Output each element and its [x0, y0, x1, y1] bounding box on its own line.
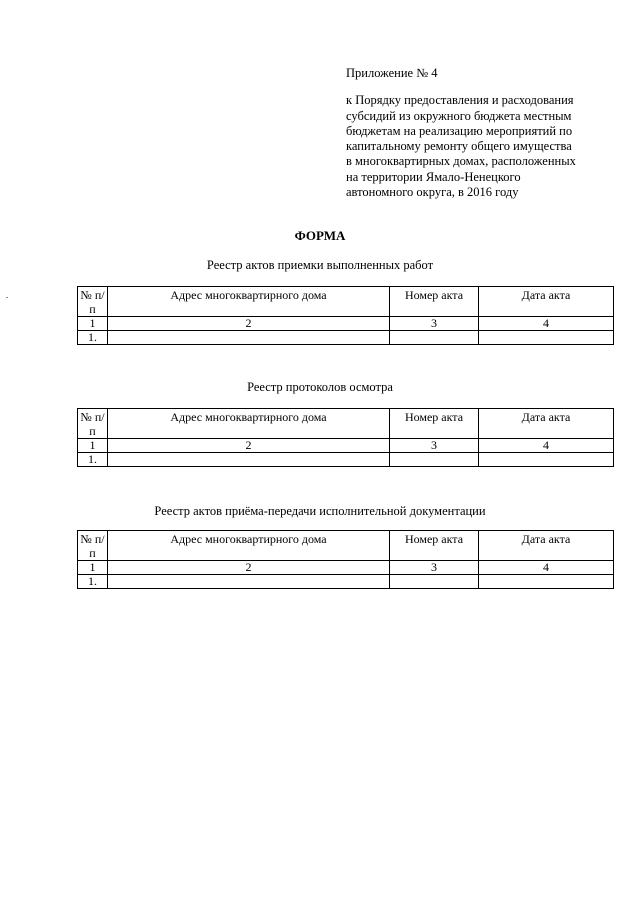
column-number-row [78, 439, 614, 453]
register-2-table [77, 408, 614, 467]
column-number: 1 [78, 561, 108, 575]
form-title: ФОРМА [294, 228, 346, 243]
row-cell [390, 453, 479, 467]
column-number: 3 [390, 561, 479, 575]
row-cell [108, 575, 390, 589]
column-number-row [78, 317, 614, 331]
header-cell-act-date: Дата акта [479, 409, 614, 439]
header-cell-act-number: Номер акта [390, 531, 479, 561]
register-1-title: Реестр актов приемки выполненных работ [206, 258, 434, 272]
header-cell-number: № п/п [78, 409, 108, 439]
column-number: 3 [390, 439, 479, 453]
row-index: 1. [78, 575, 108, 589]
header-cell-address: Адрес многоквартирного дома [108, 531, 390, 561]
appendix-header [346, 66, 616, 200]
register-1-table [77, 286, 614, 345]
row-cell [390, 331, 479, 345]
column-number: 4 [479, 561, 614, 575]
column-number: 1 [78, 439, 108, 453]
column-number: 2 [108, 561, 390, 575]
header-cell-act-date: Дата акта [479, 531, 614, 561]
header-cell-address: Адрес многоквартирного дома [108, 287, 390, 317]
table-header-row [78, 409, 614, 439]
table-row [78, 453, 614, 467]
table-header-row [78, 287, 614, 317]
row-cell [108, 453, 390, 467]
column-number-row [78, 561, 614, 575]
table-header-row [78, 531, 614, 561]
scan-mark [6, 297, 8, 298]
row-cell [108, 331, 390, 345]
header-cell-act-number: Номер акта [390, 409, 479, 439]
header-cell-act-date: Дата акта [479, 287, 614, 317]
column-number: 4 [479, 439, 614, 453]
row-index: 1. [78, 331, 108, 345]
column-number: 4 [479, 317, 614, 331]
row-cell [479, 453, 614, 467]
register-2-title: Реестр протоколов осмотра [247, 380, 393, 394]
appendix-title: Приложение № 4 [346, 66, 438, 80]
row-index: 1. [78, 453, 108, 467]
register-3-table [77, 530, 614, 589]
register-3-title: Реестр актов приёма-передачи исполнительной документации [154, 504, 486, 518]
header-cell-address: Адрес многоквартирного дома [108, 409, 390, 439]
column-number: 2 [108, 317, 390, 331]
row-cell [390, 575, 479, 589]
table-row [78, 575, 614, 589]
column-number: 1 [78, 317, 108, 331]
header-cell-number: № п/п [78, 531, 108, 561]
column-number: 2 [108, 439, 390, 453]
header-cell-number: № п/п [78, 287, 108, 317]
column-number: 3 [390, 317, 479, 331]
appendix-text: к Порядку предоставления и расходования субсидий из окружного бюджета местным бюджетам на реализацию мероприятий по капитальному ремонту общего имущества в многоквартирных домах, расположенных на территории Ямало-Ненецкого автономного округа, в 2016 году [346, 93, 576, 200]
row-cell [479, 331, 614, 345]
header-cell-act-number: Номер акта [390, 287, 479, 317]
row-cell [479, 575, 614, 589]
table-row [78, 331, 614, 345]
